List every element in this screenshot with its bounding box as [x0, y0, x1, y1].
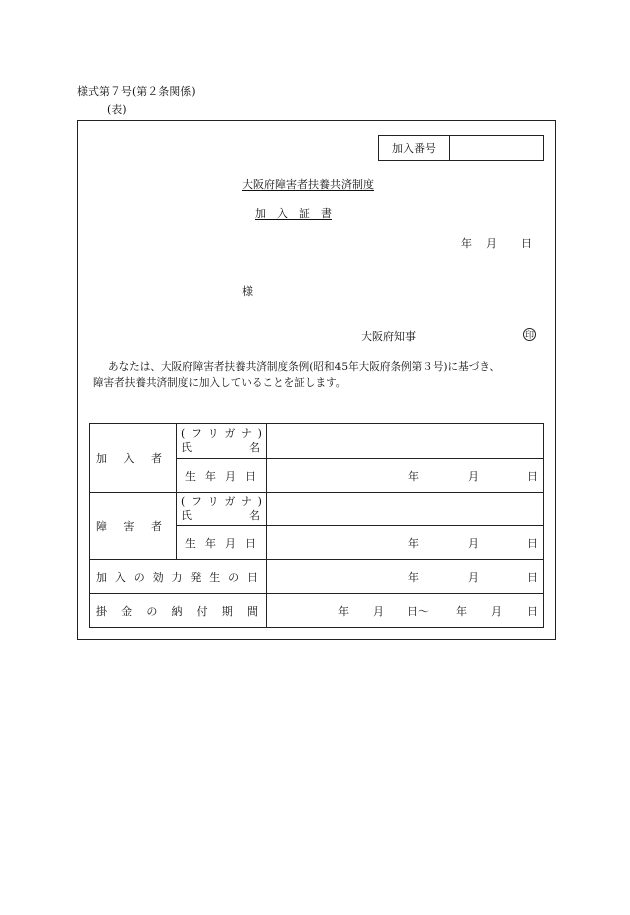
- start-month-label: 月: [373, 604, 384, 618]
- year-label: 年: [408, 536, 419, 550]
- payment-period-char: 金: [121, 604, 133, 618]
- subscriber-label-char: 入: [123, 452, 135, 465]
- effective-date-char: 日: [247, 570, 258, 584]
- disabled-person-label: [90, 493, 177, 560]
- end-day-label: 日: [527, 604, 538, 618]
- effective-date-row: [90, 560, 544, 594]
- payment-period-label: [90, 594, 267, 628]
- payment-period-char: の: [146, 604, 158, 618]
- birthdate-char: 年: [205, 536, 216, 550]
- effective-date-char: 生: [209, 570, 221, 584]
- subscriber-label: [90, 424, 177, 493]
- name-char: 名: [249, 441, 260, 454]
- statement-line-1: あなたは、大阪府障害者扶養共済制度条例(昭和45年大阪府条例第３号)に基づき、: [108, 361, 501, 373]
- form-side-label: (表): [107, 103, 127, 116]
- details-table: [89, 423, 544, 628]
- statement-line-2: 障害者扶養共済制度に加入していることを証します。: [93, 377, 347, 389]
- subscriber-birthdate-label: [177, 459, 267, 493]
- disabled-name-row: [90, 493, 544, 526]
- addressee-suffix: 様: [242, 285, 253, 298]
- issue-month: 月: [486, 237, 497, 250]
- birthdate-char: 生: [185, 469, 196, 483]
- day-label: 日: [527, 469, 538, 483]
- furigana-char: (: [181, 427, 186, 440]
- payment-period-char: 期: [221, 604, 233, 618]
- end-month-label: 月: [491, 604, 502, 618]
- certificate-subtitle: 加 入 証 書: [255, 207, 332, 220]
- effective-date-char: 効: [152, 570, 164, 584]
- furigana-char: ナ: [240, 495, 252, 508]
- subscriber-name-field[interactable]: [267, 424, 544, 459]
- effective-date-field[interactable]: [267, 560, 544, 594]
- form-number: 様式第７号(第２条関係): [77, 85, 196, 98]
- subscriber-label-char: 者: [151, 452, 162, 465]
- payment-period-row: [90, 594, 544, 628]
- birthdate-char: 日: [245, 536, 256, 550]
- start-day-label: 日〜: [407, 604, 429, 618]
- year-label: 年: [408, 570, 419, 584]
- furigana-char: ナ: [240, 427, 252, 440]
- disabled-birthdate-field[interactable]: [267, 526, 544, 560]
- furigana-char: (: [181, 495, 186, 508]
- furigana-char: ): [257, 495, 262, 508]
- payment-period-field[interactable]: [267, 594, 544, 628]
- payment-period-char: 納: [171, 604, 183, 618]
- disabled-label-char: 障: [96, 520, 107, 533]
- disabled-name-field[interactable]: [267, 493, 544, 526]
- furigana-char: ガ: [224, 495, 236, 508]
- effective-date-char: の: [228, 570, 240, 584]
- issue-day: 日: [521, 237, 532, 250]
- furigana-char: リ: [207, 427, 219, 440]
- issuer-name: 大阪府知事: [361, 330, 416, 343]
- disabled-label-char: 害: [123, 520, 135, 533]
- enrollment-number-box: [378, 135, 544, 161]
- payment-period-char: 間: [246, 604, 258, 618]
- birthdate-char: 年: [205, 469, 216, 483]
- effective-date-char: 発: [190, 570, 202, 584]
- end-year-label: 年: [456, 604, 467, 618]
- month-label: 月: [468, 536, 479, 550]
- subscriber-label-char: 加: [96, 452, 107, 465]
- disabled-label-char: 者: [151, 520, 162, 533]
- subscriber-name-row: [90, 424, 544, 459]
- subscriber-name-label: [177, 424, 267, 459]
- furigana-char: リ: [207, 495, 219, 508]
- birthdate-char: 月: [225, 536, 236, 550]
- birthdate-char: 日: [245, 469, 256, 483]
- effective-date-char: 加: [96, 570, 107, 584]
- furigana-char: フ: [190, 427, 202, 440]
- furigana-char: フ: [190, 495, 202, 508]
- issue-year: 年: [461, 237, 472, 250]
- effective-date-char: 入: [114, 570, 126, 584]
- birthdate-char: 月: [225, 469, 236, 483]
- year-label: 年: [408, 469, 419, 483]
- furigana-char: ): [257, 427, 262, 440]
- effective-date-label: [90, 560, 267, 594]
- effective-date-char: 力: [171, 570, 183, 584]
- furigana-char: ガ: [224, 427, 236, 440]
- month-label: 月: [468, 469, 479, 483]
- name-char: 氏: [181, 441, 192, 454]
- disabled-birthdate-label: [177, 526, 267, 560]
- enrollment-number-field[interactable]: [450, 136, 543, 160]
- seal-mark: 印: [523, 328, 536, 341]
- certificate-title: 大阪府障害者扶養共済制度: [242, 178, 374, 191]
- subscriber-birthdate-field[interactable]: [267, 459, 544, 493]
- effective-date-char: の: [133, 570, 145, 584]
- payment-period-char: 付: [196, 604, 208, 618]
- day-label: 日: [527, 570, 538, 584]
- start-year-label: 年: [338, 604, 349, 618]
- month-label: 月: [468, 570, 479, 584]
- disabled-name-label: [177, 493, 267, 526]
- payment-period-char: 掛: [96, 604, 107, 618]
- day-label: 日: [527, 536, 538, 550]
- name-char: 氏: [181, 509, 192, 522]
- name-char: 名: [249, 509, 260, 522]
- birthdate-char: 生: [185, 536, 196, 550]
- enrollment-number-label: 加入番号: [379, 136, 450, 160]
